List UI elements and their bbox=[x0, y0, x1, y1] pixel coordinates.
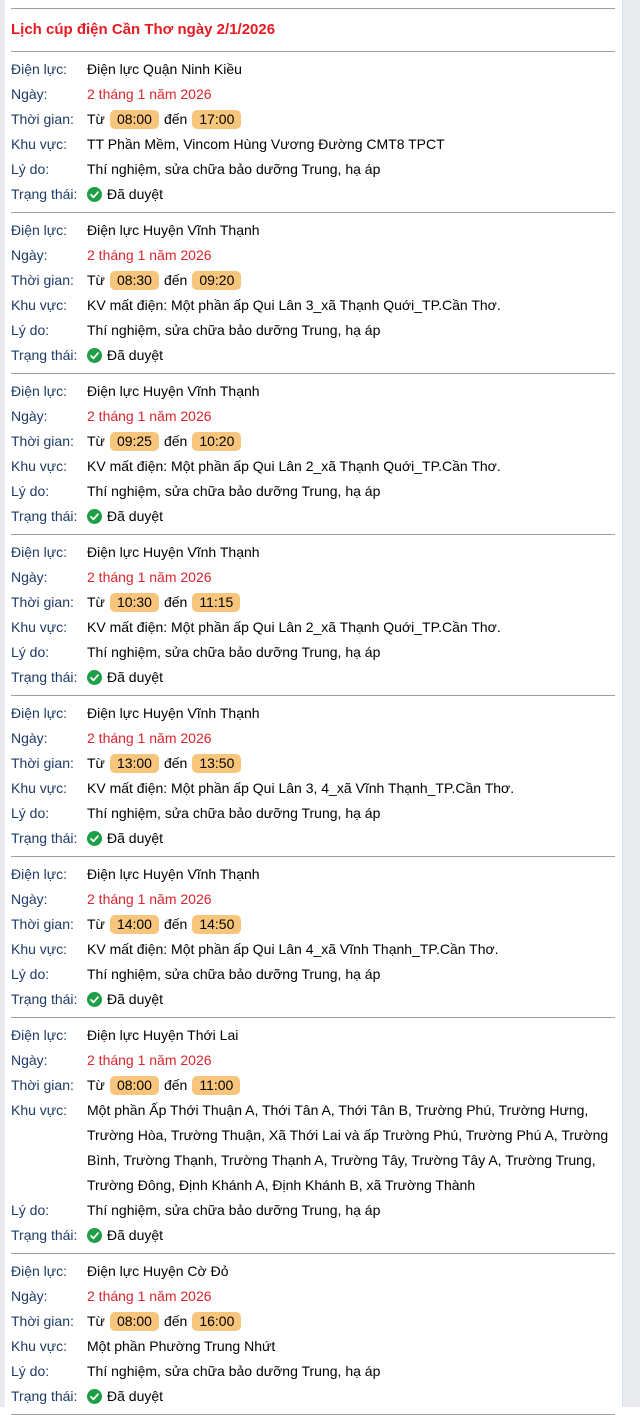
time-label: Thời gian: bbox=[11, 433, 74, 449]
check-circle-icon bbox=[87, 670, 102, 685]
status-label: Trạng thái: bbox=[11, 1388, 78, 1404]
outage-entry bbox=[11, 857, 615, 1017]
time-label: Thời gian: bbox=[11, 111, 74, 127]
time-separator: đến bbox=[163, 1077, 188, 1093]
area-row bbox=[11, 454, 615, 479]
check-circle-icon bbox=[87, 992, 102, 1007]
time-value bbox=[87, 590, 615, 615]
reason-row bbox=[11, 318, 615, 343]
outage-entry bbox=[11, 213, 615, 373]
time-to-badge: 17:00 bbox=[192, 110, 241, 129]
area-value: Một phần Ấp Thới Thuận A, Thới Tân A, Thới Tân B, Trường Phú, Trường Hưng, Trường Hòa, Trường Thuận, Xã Thới Lai và ấp Trường Phú, Trường Phú A, Trường Bình, Trường Thạnh, Trường Thạnh A, Trường Tây, Trường Tây A, Trường Trung, Trường Đông, Định Khánh A, Định Khánh B, xã Trường Thành bbox=[87, 1102, 609, 1193]
reason-row bbox=[11, 1198, 615, 1223]
date-label: Ngày: bbox=[11, 891, 48, 907]
time-from-badge: 14:00 bbox=[110, 915, 159, 934]
time-label: Thời gian: bbox=[11, 272, 74, 288]
status-value bbox=[87, 1384, 615, 1409]
time-from-badge: 08:00 bbox=[110, 110, 159, 129]
date-row bbox=[11, 1284, 615, 1309]
status-label: Trạng thái: bbox=[11, 347, 78, 363]
status-label: Trạng thái: bbox=[11, 508, 78, 524]
reason-row bbox=[11, 1359, 615, 1384]
time-prefix: Từ bbox=[87, 272, 105, 288]
company-label: Điện lực: bbox=[11, 61, 68, 77]
date-row bbox=[11, 1048, 615, 1073]
check-circle-icon bbox=[87, 348, 102, 363]
time-row bbox=[11, 107, 615, 132]
area-value: KV mất điện: Một phần ấp Qui Lân 4_xã Vĩnh Thạnh_TP.Cần Thơ. bbox=[87, 941, 499, 957]
area-label: Khu vực: bbox=[11, 297, 68, 313]
check-circle-icon bbox=[87, 1228, 102, 1243]
area-label: Khu vực: bbox=[11, 1102, 68, 1118]
company-label: Điện lực: bbox=[11, 544, 68, 560]
time-label: Thời gian: bbox=[11, 594, 74, 610]
date-label: Ngày: bbox=[11, 730, 48, 746]
time-from-badge: 08:00 bbox=[110, 1076, 159, 1095]
status-row bbox=[11, 987, 615, 1012]
date-value: 2 tháng 1 năm 2026 bbox=[87, 730, 212, 746]
time-label: Thời gian: bbox=[11, 1313, 74, 1329]
time-row bbox=[11, 268, 615, 293]
status-text: Đã duyệt bbox=[107, 347, 164, 363]
status-text: Đã duyệt bbox=[107, 669, 164, 685]
reason-label: Lý do: bbox=[11, 161, 50, 177]
time-row bbox=[11, 1073, 615, 1098]
status-row bbox=[11, 1223, 615, 1248]
date-value: 2 tháng 1 năm 2026 bbox=[87, 891, 212, 907]
area-label: Khu vực: bbox=[11, 458, 68, 474]
outage-entry bbox=[11, 1018, 615, 1253]
time-to-badge: 09:20 bbox=[192, 271, 241, 290]
reason-row bbox=[11, 801, 615, 826]
reason-row bbox=[11, 962, 615, 987]
area-row bbox=[11, 937, 615, 962]
date-value: 2 tháng 1 năm 2026 bbox=[87, 86, 212, 102]
time-prefix: Từ bbox=[87, 433, 105, 449]
reason-label: Lý do: bbox=[11, 644, 50, 660]
reason-value: Thí nghiệm, sửa chữa bảo dưỡng Trung, hạ áp bbox=[87, 966, 381, 982]
date-label: Ngày: bbox=[11, 1052, 48, 1068]
reason-label: Lý do: bbox=[11, 805, 50, 821]
time-row bbox=[11, 1309, 615, 1334]
date-value: 2 tháng 1 năm 2026 bbox=[87, 408, 212, 424]
reason-label: Lý do: bbox=[11, 1363, 50, 1379]
company-value: Điện lực Huyện Vĩnh Thạnh bbox=[87, 222, 260, 238]
area-value: TT Phần Mềm, Vincom Hùng Vương Đường CMT8 TPCT bbox=[87, 136, 445, 152]
status-row bbox=[11, 665, 615, 690]
date-row bbox=[11, 243, 615, 268]
time-row bbox=[11, 751, 615, 776]
reason-label: Lý do: bbox=[11, 483, 50, 499]
page-title: Lịch cúp điện Cần Thơ ngày 2/1/2026 bbox=[11, 21, 276, 38]
time-row bbox=[11, 590, 615, 615]
company-row bbox=[11, 862, 615, 887]
check-circle-icon bbox=[87, 187, 102, 202]
status-label: Trạng thái: bbox=[11, 830, 78, 846]
status-text: Đã duyệt bbox=[107, 991, 164, 1007]
company-label: Điện lực: bbox=[11, 866, 68, 882]
date-value: 2 tháng 1 năm 2026 bbox=[87, 247, 212, 263]
time-prefix: Từ bbox=[87, 1313, 105, 1329]
status-value bbox=[87, 182, 615, 207]
time-separator: đến bbox=[163, 916, 188, 932]
time-label: Thời gian: bbox=[11, 916, 74, 932]
company-label: Điện lực: bbox=[11, 222, 68, 238]
status-value bbox=[87, 504, 615, 529]
reason-value: Thí nghiệm, sửa chữa bảo dưỡng Trung, hạ áp bbox=[87, 805, 381, 821]
area-row bbox=[11, 132, 615, 157]
company-value: Điện lực Huyện Vĩnh Thạnh bbox=[87, 544, 260, 560]
company-row bbox=[11, 1259, 615, 1284]
status-label: Trạng thái: bbox=[11, 991, 78, 1007]
status-row bbox=[11, 504, 615, 529]
status-value bbox=[87, 343, 615, 368]
status-row bbox=[11, 182, 615, 207]
date-value: 2 tháng 1 năm 2026 bbox=[87, 569, 212, 585]
status-label: Trạng thái: bbox=[11, 1227, 78, 1243]
area-row bbox=[11, 1098, 615, 1198]
time-to-badge: 10:20 bbox=[192, 432, 241, 451]
date-row bbox=[11, 887, 615, 912]
time-row bbox=[11, 429, 615, 454]
date-label: Ngày: bbox=[11, 1288, 48, 1304]
time-value bbox=[87, 1073, 615, 1098]
time-from-badge: 08:00 bbox=[110, 1312, 159, 1331]
schedule-content bbox=[5, 0, 622, 1407]
area-value: KV mất điện: Một phần ấp Qui Lân 3_xã Thạnh Quới_TP.Cần Thơ. bbox=[87, 297, 501, 313]
reason-label: Lý do: bbox=[11, 966, 50, 982]
outage-entry bbox=[11, 696, 615, 856]
time-label: Thời gian: bbox=[11, 1077, 74, 1093]
time-to-badge: 16:00 bbox=[192, 1312, 241, 1331]
time-separator: đến bbox=[163, 594, 188, 610]
time-separator: đến bbox=[163, 755, 188, 771]
check-circle-icon bbox=[87, 831, 102, 846]
reason-value: Thí nghiệm, sửa chữa bảo dưỡng Trung, hạ áp bbox=[87, 161, 381, 177]
company-value: Điện lực Huyện Vĩnh Thạnh bbox=[87, 866, 260, 882]
area-label: Khu vực: bbox=[11, 619, 68, 635]
status-text: Đã duyệt bbox=[107, 830, 164, 846]
right-edge-strip bbox=[622, 0, 640, 1407]
time-prefix: Từ bbox=[87, 111, 105, 127]
time-from-badge: 08:30 bbox=[110, 271, 159, 290]
status-label: Trạng thái: bbox=[11, 186, 78, 202]
reason-value: Thí nghiệm, sửa chữa bảo dưỡng Trung, hạ áp bbox=[87, 1363, 381, 1379]
company-row bbox=[11, 57, 615, 82]
time-separator: đến bbox=[163, 111, 188, 127]
area-row bbox=[11, 1334, 615, 1359]
company-value: Điện lực Huyện Vĩnh Thạnh bbox=[87, 705, 260, 721]
reason-value: Thí nghiệm, sửa chữa bảo dưỡng Trung, hạ áp bbox=[87, 1202, 381, 1218]
time-value bbox=[87, 912, 615, 937]
area-label: Khu vực: bbox=[11, 136, 68, 152]
area-value: KV mất điện: Một phần ấp Qui Lân 2_xã Thạnh Quới_TP.Cần Thơ. bbox=[87, 458, 501, 474]
date-row bbox=[11, 82, 615, 107]
status-value bbox=[87, 987, 615, 1012]
date-row bbox=[11, 565, 615, 590]
date-label: Ngày: bbox=[11, 247, 48, 263]
area-label: Khu vực: bbox=[11, 941, 68, 957]
outage-entry bbox=[11, 374, 615, 534]
company-value: Điện lực Huyện Cờ Đỏ bbox=[87, 1263, 229, 1279]
company-value: Điện lực Huyện Vĩnh Thạnh bbox=[87, 383, 260, 399]
date-label: Ngày: bbox=[11, 86, 48, 102]
status-value bbox=[87, 826, 615, 851]
company-label: Điện lực: bbox=[11, 705, 68, 721]
company-label: Điện lực: bbox=[11, 1027, 68, 1043]
status-value bbox=[87, 1223, 615, 1248]
time-from-badge: 13:00 bbox=[110, 754, 159, 773]
area-row bbox=[11, 293, 615, 318]
reason-row bbox=[11, 640, 615, 665]
date-row bbox=[11, 726, 615, 751]
time-to-badge: 14:50 bbox=[192, 915, 241, 934]
time-to-badge: 13:50 bbox=[192, 754, 241, 773]
company-value: Điện lực Huyện Thới Lai bbox=[87, 1027, 239, 1043]
time-separator: đến bbox=[163, 433, 188, 449]
reason-value: Thí nghiệm, sửa chữa bảo dưỡng Trung, hạ áp bbox=[87, 483, 381, 499]
date-value: 2 tháng 1 năm 2026 bbox=[87, 1052, 212, 1068]
status-text: Đã duyệt bbox=[107, 1227, 164, 1243]
check-circle-icon bbox=[87, 1389, 102, 1404]
area-row bbox=[11, 615, 615, 640]
area-value: Một phần Phường Trung Nhứt bbox=[87, 1338, 276, 1354]
reason-label: Lý do: bbox=[11, 1202, 50, 1218]
time-from-badge: 10:30 bbox=[110, 593, 159, 612]
area-label: Khu vực: bbox=[11, 780, 68, 796]
reason-value: Thí nghiệm, sửa chữa bảo dưỡng Trung, hạ áp bbox=[87, 322, 381, 338]
time-value bbox=[87, 268, 615, 293]
check-circle-icon bbox=[87, 509, 102, 524]
status-row bbox=[11, 343, 615, 368]
reason-value: Thí nghiệm, sửa chữa bảo dưỡng Trung, hạ áp bbox=[87, 644, 381, 660]
company-row bbox=[11, 1023, 615, 1048]
time-value bbox=[87, 1309, 615, 1334]
time-value bbox=[87, 751, 615, 776]
time-separator: đến bbox=[163, 1313, 188, 1329]
reason-row bbox=[11, 479, 615, 504]
time-value bbox=[87, 107, 615, 132]
company-row bbox=[11, 379, 615, 404]
reason-label: Lý do: bbox=[11, 322, 50, 338]
company-row bbox=[11, 701, 615, 726]
company-row bbox=[11, 540, 615, 565]
company-label: Điện lực: bbox=[11, 1263, 68, 1279]
company-label: Điện lực: bbox=[11, 383, 68, 399]
outage-entry bbox=[11, 1254, 615, 1414]
status-label: Trạng thái: bbox=[11, 669, 78, 685]
time-prefix: Từ bbox=[87, 916, 105, 932]
time-value bbox=[87, 429, 615, 454]
date-value: 2 tháng 1 năm 2026 bbox=[87, 1288, 212, 1304]
company-value: Điện lực Quận Ninh Kiều bbox=[87, 61, 242, 77]
area-value: KV mất điện: Một phần ấp Qui Lân 3, 4_xã Vĩnh Thạnh_TP.Cần Thơ. bbox=[87, 780, 515, 796]
date-label: Ngày: bbox=[11, 408, 48, 424]
date-label: Ngày: bbox=[11, 569, 48, 585]
company-row bbox=[11, 218, 615, 243]
outage-entry bbox=[11, 52, 615, 212]
outage-entry bbox=[11, 535, 615, 695]
status-text: Đã duyệt bbox=[107, 1388, 164, 1404]
time-prefix: Từ bbox=[87, 1077, 105, 1093]
status-row bbox=[11, 1384, 615, 1409]
time-separator: đến bbox=[163, 272, 188, 288]
status-text: Đã duyệt bbox=[107, 508, 164, 524]
area-label: Khu vực: bbox=[11, 1338, 68, 1354]
time-prefix: Từ bbox=[87, 594, 105, 610]
time-from-badge: 09:25 bbox=[110, 432, 159, 451]
time-prefix: Từ bbox=[87, 755, 105, 771]
status-text: Đã duyệt bbox=[107, 186, 164, 202]
status-value bbox=[87, 665, 615, 690]
time-to-badge: 11:00 bbox=[192, 1076, 240, 1095]
area-row bbox=[11, 776, 615, 801]
time-label: Thời gian: bbox=[11, 755, 74, 771]
time-to-badge: 11:15 bbox=[192, 593, 240, 612]
area-value: KV mất điện: Một phần ấp Qui Lân 2_xã Thạnh Quới_TP.Cần Thơ. bbox=[87, 619, 501, 635]
time-row bbox=[11, 912, 615, 937]
status-row bbox=[11, 826, 615, 851]
reason-row bbox=[11, 157, 615, 182]
date-row bbox=[11, 404, 615, 429]
